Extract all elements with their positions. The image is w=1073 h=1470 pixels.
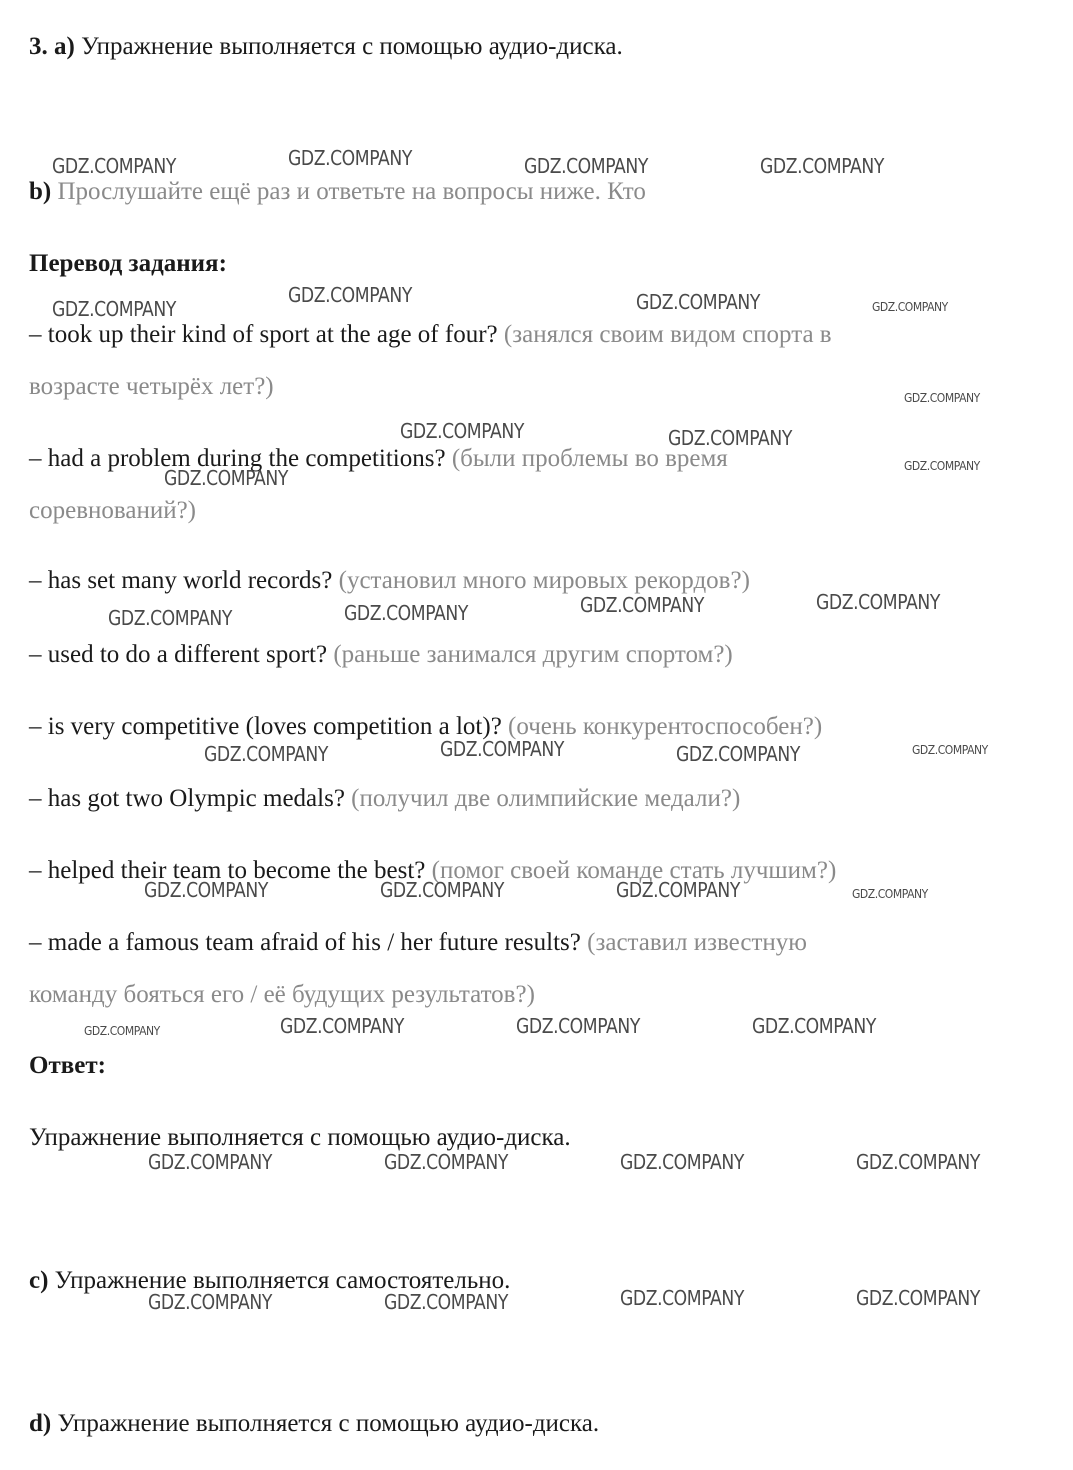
question-4 — [29, 641, 733, 670]
task-d-text: Упражнение выполняется с помощью аудио-диска. — [57, 1410, 600, 1437]
question-en: – helped their team to become the best? — [29, 857, 426, 884]
task-b-label: b) — [29, 178, 52, 205]
watermark: GDZ.COMPANY — [616, 878, 740, 902]
watermark: GDZ.COMPANY — [856, 1286, 980, 1310]
watermark: GDZ.COMPANY — [144, 878, 268, 902]
task-b-text: Прослушайте ещё раз и ответьте на вопросы ниже. Кто — [57, 178, 646, 205]
watermark: GDZ.COMPANY — [344, 601, 468, 625]
watermark: GDZ.COMPANY — [668, 426, 792, 450]
watermark: GDZ.COMPANY — [52, 154, 176, 178]
question-5 — [29, 713, 822, 742]
watermark: GDZ.COMPANY — [84, 1024, 160, 1038]
task-c-text: Упражнение выполняется самостоятельно. — [54, 1267, 511, 1294]
task-a-text: Упражнение выполняется с помощью аудио-диска. — [81, 33, 623, 60]
question-2-cont: соревнований?) — [29, 497, 197, 524]
watermark: GDZ.COMPANY — [636, 290, 760, 314]
question-ru: (раньше занимался другим спортом?) — [333, 641, 733, 668]
watermark: GDZ.COMPANY — [384, 1150, 508, 1174]
watermark: GDZ.COMPANY — [52, 297, 176, 321]
task-d — [29, 1410, 599, 1439]
watermark: GDZ.COMPANY — [852, 887, 928, 901]
watermark: GDZ.COMPANY — [288, 146, 412, 170]
watermark: GDZ.COMPANY — [620, 1150, 744, 1174]
answer-header: Ответ: — [29, 1052, 106, 1079]
question-ru: (очень конкурентоспособен?) — [508, 713, 823, 740]
question-en: – has set many world records? — [29, 567, 333, 594]
watermark: GDZ.COMPANY — [816, 590, 940, 614]
watermark: GDZ.COMPANY — [108, 606, 232, 630]
watermark: GDZ.COMPANY — [752, 1014, 876, 1038]
watermark: GDZ.COMPANY — [288, 283, 412, 307]
watermark: GDZ.COMPANY — [516, 1014, 640, 1038]
watermark: GDZ.COMPANY — [380, 878, 504, 902]
watermark: GDZ.COMPANY — [676, 742, 800, 766]
watermark: GDZ.COMPANY — [400, 419, 524, 443]
question-ru: (получил две олимпийские медали?) — [351, 785, 741, 812]
question-2 — [29, 445, 728, 474]
question-ru: (занялся своим видом спорта в — [503, 321, 832, 348]
watermark: GDZ.COMPANY — [524, 154, 648, 178]
question-en: – made a famous team afraid of his / her future results? — [29, 929, 581, 956]
translation-header: Перевод задания: — [29, 250, 227, 277]
watermark: GDZ.COMPANY — [384, 1290, 508, 1314]
question-en: – is very competitive (loves competition a lot)? — [29, 713, 502, 740]
question-8 — [29, 929, 807, 958]
watermark: GDZ.COMPANY — [204, 742, 328, 766]
watermark: GDZ.COMPANY — [580, 593, 704, 617]
task-d-label: d) — [29, 1410, 52, 1437]
watermark: GDZ.COMPANY — [280, 1014, 404, 1038]
question-en: – had a problem during the competitions? — [29, 445, 446, 472]
watermark: GDZ.COMPANY — [148, 1150, 272, 1174]
question-6 — [29, 785, 740, 814]
question-en: – took up their kind of sport at the age of four? — [29, 321, 498, 348]
watermark: GDZ.COMPANY — [856, 1150, 980, 1174]
watermark: GDZ.COMPANY — [148, 1290, 272, 1314]
task-b — [29, 178, 646, 207]
task-a — [29, 33, 623, 62]
question-en: – has got two Olympic medals? — [29, 785, 345, 812]
task-c-label: c) — [29, 1267, 49, 1294]
question-1-cont: возрасте четырёх лет?) — [29, 373, 274, 400]
watermark: GDZ.COMPANY — [904, 391, 980, 405]
question-1 — [29, 321, 832, 350]
question-3 — [29, 567, 750, 596]
watermark: GDZ.COMPANY — [912, 743, 988, 757]
watermark: GDZ.COMPANY — [164, 466, 288, 490]
answer-text: Упражнение выполняется с помощью аудио-диска. — [29, 1124, 571, 1151]
watermark: GDZ.COMPANY — [904, 459, 980, 473]
question-en: – used to do a different sport? — [29, 641, 328, 668]
watermark: GDZ.COMPANY — [872, 300, 948, 314]
watermark: GDZ.COMPANY — [620, 1286, 744, 1310]
question-ru: (помог своей команде стать лучшим?) — [431, 857, 837, 884]
task-a-label: 3. a) — [29, 33, 75, 60]
question-8-cont: команду бояться его / её будущих результатов?) — [29, 981, 535, 1008]
question-ru: (заставил известную — [587, 929, 807, 956]
watermark: GDZ.COMPANY — [760, 154, 884, 178]
watermark: GDZ.COMPANY — [440, 737, 564, 761]
question-ru: (установил много мировых рекордов?) — [338, 567, 750, 594]
question-ru: (были проблемы во время — [451, 445, 728, 472]
